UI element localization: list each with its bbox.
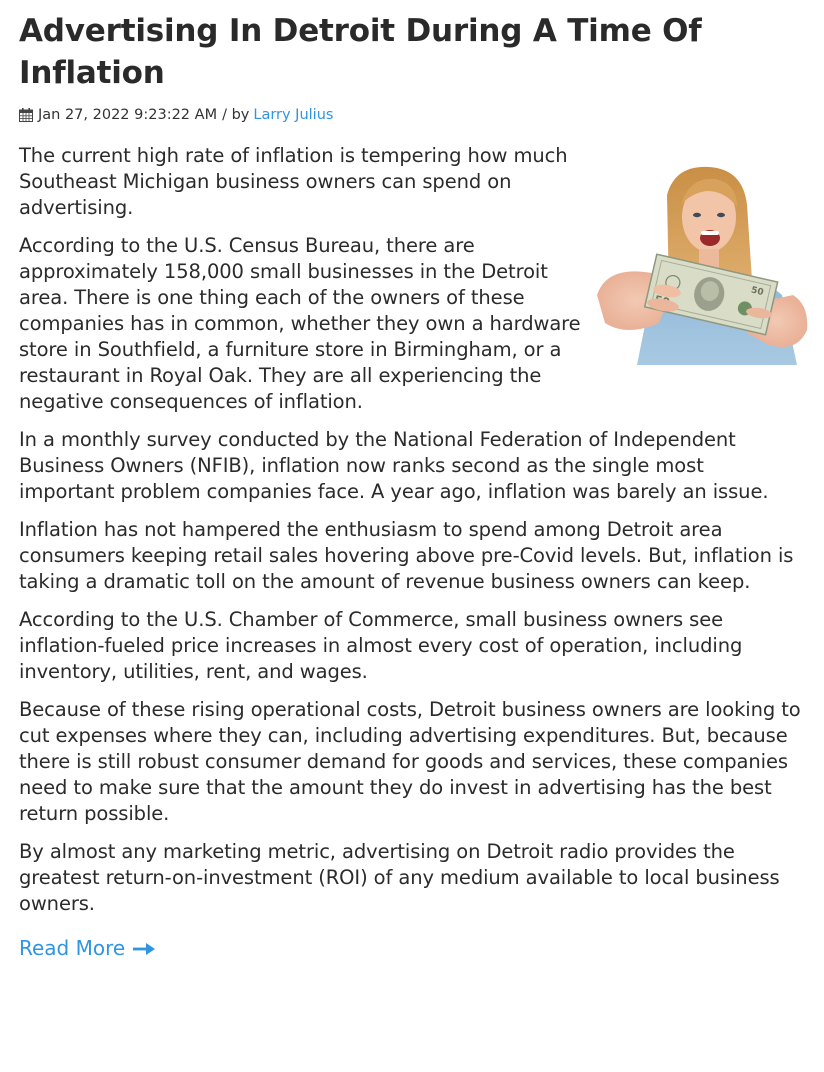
publish-date: Jan 27, 2022 9:23:22 AM (38, 107, 218, 123)
author-link[interactable]: Larry Julius (253, 107, 334, 123)
paragraph: Because of these rising operational costs, Detroit business owners are looking to cut expenses where they can, including advertising expenditures. But, because there is still robust consumer demand for goods and services, these companies need to make sure that the amount they do invest in advertising has the best return possible. (19, 698, 801, 825)
paragraph: According to the U.S. Census Bureau, there are approximately 158,000 small businesses in the Detroit area. There is one thing each of the owners of these companies has in common, whether they own a hardware store in Southfield, a furniture store in Birmingham, or a restaurant in Royal Oak. They are all experiencing the negative consequences of inflation. (19, 234, 581, 413)
paragraph: In a monthly survey conducted by the National Federation of Independent Business Owners (NFIB), inflation now ranks second as the single most important problem companies face. A year ago, inflation was barely an issue. (19, 428, 769, 503)
article-meta (19, 105, 805, 125)
calendar-icon (19, 108, 33, 122)
paragraph: By almost any marketing metric, advertising on Detroit radio provides the greatest return-on-investment (ROI) of any medium available to local business owners. (19, 840, 780, 915)
byline-separator: / by (222, 107, 250, 123)
article-body (19, 143, 805, 961)
paragraph: Inflation has not hampered the enthusiasm to spend among Detroit area consumers keeping retail sales hovering above pre-Covid levels. But, inflation is taking a dramatic toll on the amount of revenue business owners can keep. (19, 518, 794, 593)
paragraph: According to the U.S. Chamber of Commerce, small business owners see inflation-fueled price increases in almost every cost of operation, including inventory, utilities, rent, and wages. (19, 608, 743, 683)
article-hero-image (597, 155, 809, 365)
read-more-link[interactable] (19, 935, 155, 961)
read-more-label: Read More (19, 936, 126, 960)
arrow-right-icon (133, 935, 155, 961)
article-title: Advertising In Detroit During A Time Of Inflation (19, 13, 702, 91)
svg-text:50: 50 (749, 285, 765, 299)
paragraph: The current high rate of inflation is tempering how much Southeast Michigan business owners can spend on advertising. (19, 144, 568, 219)
